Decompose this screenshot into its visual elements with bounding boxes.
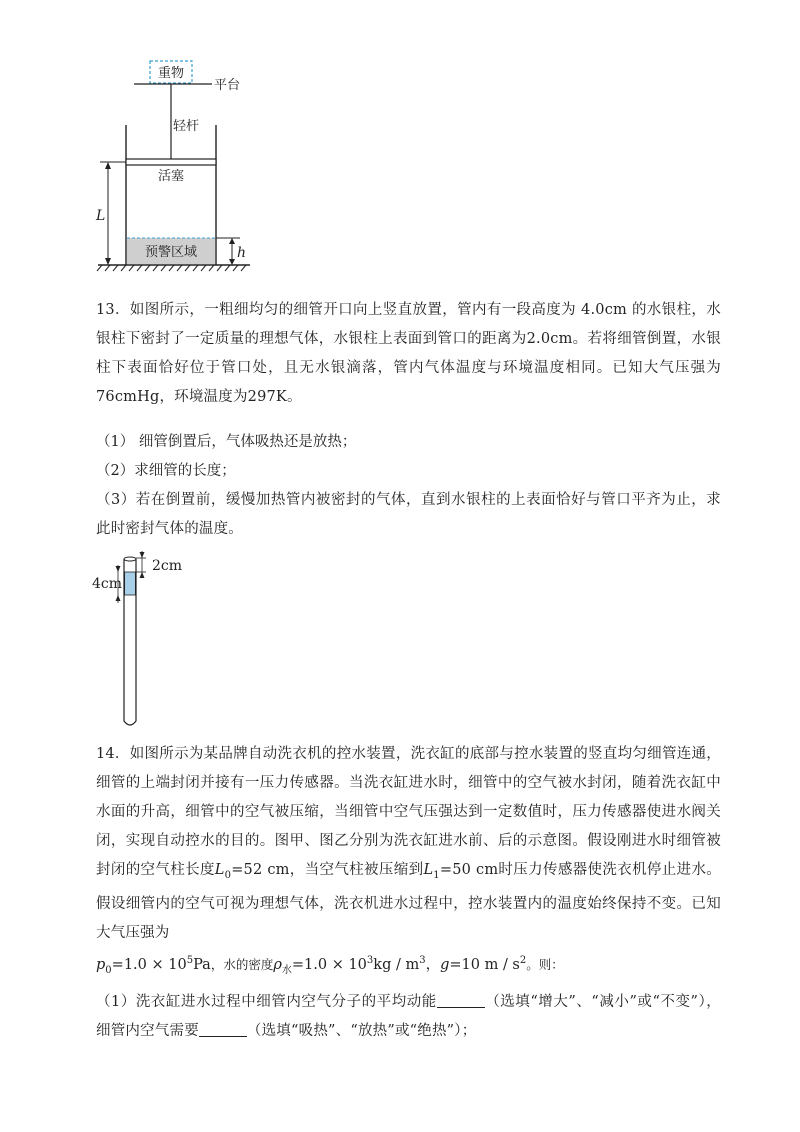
tube-diagram [90, 545, 200, 735]
rho-value: =1.0 × 10 [291, 957, 367, 973]
mercury-column [125, 572, 136, 595]
label-4cm: 4cm [92, 576, 123, 592]
g-value: =10 m / s [449, 957, 520, 973]
q13-stem: 13．如图所示，一粗细均匀的细管开口向上竖直放置，管内有一段高度为 4.0cm 的水银柱，水银柱下密封了一定质量的理想气体，水银柱上表面到管口的距离为2.0cm。若将细管倒置，水银柱下表面恰好位于管口处，且无水银滴落，管内气体温度与环境温度相同。已知大气压强为76cmHg，环境温度为297K。 [96, 302, 721, 405]
L-arrow-up-icon [105, 162, 111, 169]
q13-part3: （3）若在倒置前，缓慢加热管内被密封的气体，直到水银柱的上表面恰好与管口平齐为止，求此时密封气体的温度。 [96, 492, 721, 537]
L1-value: =50 cm [439, 862, 499, 878]
p0-unit: Pa [193, 957, 211, 973]
rho-unit-exponent: 3 [419, 955, 426, 966]
p0-subscript: 0 [105, 965, 112, 976]
platform-label: 平台 [214, 78, 241, 93]
q14-constants [96, 946, 564, 985]
rho-prefix: ，水的密度 [210, 957, 274, 972]
L0-value: =52 cm [231, 862, 290, 878]
L1-subscript: 1 [433, 870, 440, 881]
q14-part1-d: （选填“吸热”、“放热”或“绝热”）； [246, 1023, 477, 1039]
L-arrow-down-icon [105, 258, 111, 265]
h-arrow-down-icon [229, 259, 235, 265]
q14-stem [96, 740, 721, 948]
rho-unit: kg / m [373, 957, 420, 973]
g-exponent: 2 [519, 955, 527, 966]
L-label: L [96, 208, 106, 224]
q14-stem-a: 14．如图所示为某品牌自动洗衣机的控水装置，洗衣缸的底部与控水装置的竖直均匀细管连通，细管的上端封闭并接有一压力传感器。当洗衣缸进水时，细管中的空气被水封闭，随着洗衣缸中水面的升高，细管中的空气被压缩，当细管中空气压强达到一定数值时，压力传感器使进水阀关闭，实现自动控水的目的。图甲、图乙分别为洗衣缸进水前、后的示意图。假设刚进水时细管被封闭的空气柱长度 [96, 746, 721, 878]
rho-symbol: ρ [273, 957, 282, 973]
answer-blank-1[interactable] [437, 991, 485, 1008]
h-arrow-up-icon [229, 238, 235, 244]
L0-symbol: L [214, 862, 225, 878]
q14-part1-c: 变”），细管内空气需要 [96, 994, 721, 1039]
L0-subscript: 0 [224, 870, 232, 881]
dim-4cm-arrow-up-icon [116, 595, 121, 601]
label-2cm: 2cm [152, 558, 183, 574]
g-prefix: ， [425, 957, 441, 973]
rho-subscript: 水 [281, 965, 292, 976]
q13-part2: （2）求细管的长度； [96, 463, 236, 479]
piston-label: 活塞 [157, 169, 185, 184]
q13-part1: （1） 细管倒置后，气体吸热还是放热； [96, 434, 357, 450]
q14-part1-b: （选填“增大”、“减小”或“不 [484, 994, 676, 1010]
p0-value: =1.0 × 10 [111, 957, 187, 973]
q14-stem-c: 时压力传感器使洗衣机停止进水。假设细管内的空气可视为理想气体，洗衣机进水过程中，控水装置内的温度始终保持不变。已知大气压强为 [96, 862, 722, 941]
answer-blank-2[interactable] [199, 1020, 247, 1037]
g-symbol: g [440, 957, 450, 973]
dim-2cm-arrow-up-icon [140, 572, 145, 578]
p0-exponent: 5 [186, 955, 194, 966]
q14-stem-b: ，当空气柱被压缩到 [289, 862, 424, 878]
weight-label: 重物 [157, 66, 185, 81]
piston [126, 159, 216, 165]
ground-hatch [97, 265, 246, 271]
q14-part1-a: （1）洗衣缸进水过程中细管内空气分子的平均动能 [96, 994, 437, 1010]
rho-exponent: 3 [366, 955, 374, 966]
zone-label: 预警区域 [144, 245, 198, 260]
h-label: h [237, 245, 247, 261]
L1-symbol: L [423, 862, 434, 878]
g-suffix: 。则： [526, 957, 564, 972]
dim-2cm-arrow-down-icon [140, 552, 145, 558]
p0-symbol: p [96, 957, 106, 973]
q14-part1 [96, 988, 721, 1046]
tube-opening [124, 557, 136, 561]
dim-4cm-arrow-down-icon [116, 566, 121, 572]
piston-diagram [90, 55, 270, 275]
rod-label: 轻杆 [173, 119, 200, 134]
